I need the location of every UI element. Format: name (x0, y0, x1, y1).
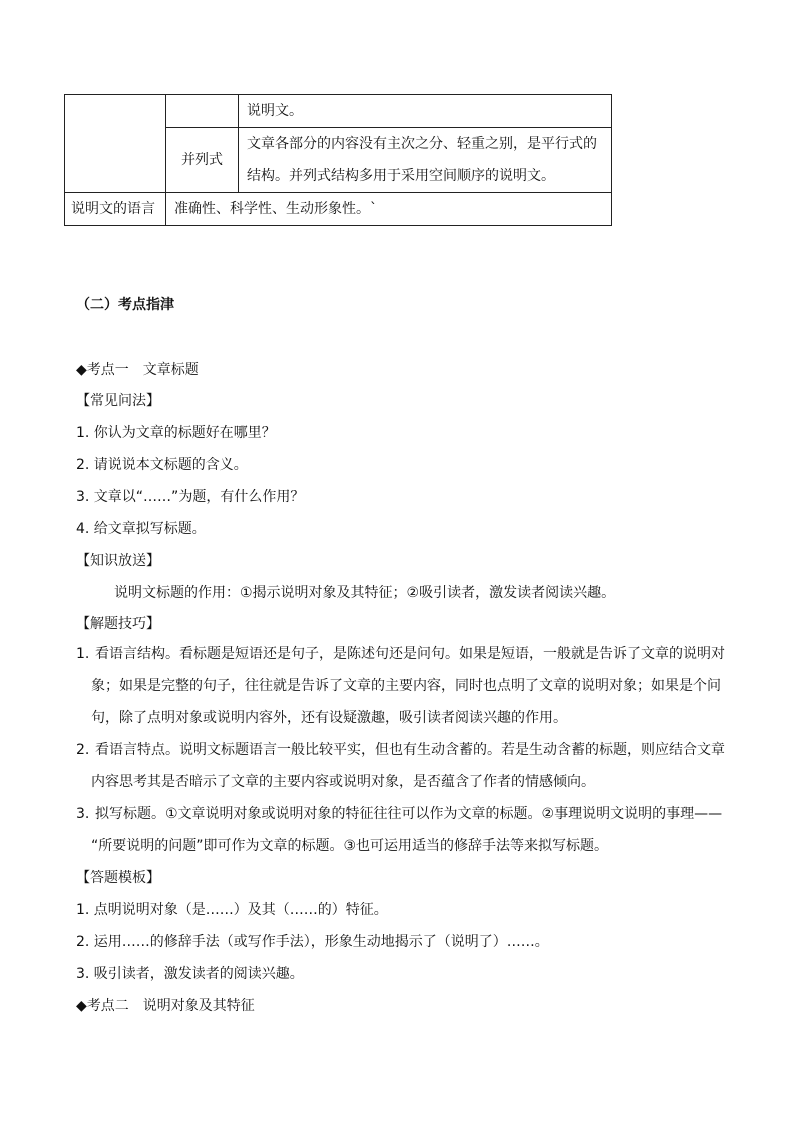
tip-line: 看语言特点。说明文标题语言一般比较平实，但也有生动含蓄的。若是生动含蓄的标题，则应结合文章 (95, 742, 725, 758)
kaodian-title: ◆考点一 文章标题 (76, 362, 199, 378)
question-item: 1. 你认为文章的标题好在哪里？ (76, 425, 276, 441)
tip-number: 2. (76, 742, 90, 758)
knowledge-header: 【知识放送】 (76, 553, 160, 569)
knowledge-text: 说明文标题的作用：①揭示说明对象及其特征；②吸引读者，激发读者阅读兴趣。 (114, 585, 616, 601)
tip-line: 拟写标题。①文章说明对象或说明对象的特征往往可以作为文章的标题。②事理说明文说明的事理—— (95, 806, 723, 822)
table-cell-structure-type: 并列式 (166, 128, 239, 193)
answer-item: 1. 点明说明对象（是……）及其（……的）特征。 (76, 902, 388, 918)
tip-line: “所要说明的问题”即可作为文章的标题。③也可运用适当的修辞手法等来拟写标题。 (91, 838, 609, 854)
table-row (65, 95, 612, 128)
tip-item (76, 734, 731, 798)
tip-number: 3. (76, 806, 90, 822)
tip-number: 1. (76, 646, 90, 662)
table-cell-text: 说明文。 (239, 95, 612, 128)
tip-item (76, 638, 731, 734)
table-cell-empty (166, 95, 239, 128)
answer-item: 3. 吸引读者，激发读者的阅读兴趣。 (76, 966, 304, 982)
cell-line: 结构。并列式结构多用于采用空间顺序的说明文。 (247, 168, 555, 184)
kaodian-title: ◆考点二 说明对象及其特征 (76, 998, 255, 1014)
tips-header: 【解题技巧】 (76, 616, 160, 632)
section-title: （二）考点指津 (76, 297, 174, 313)
answer-item: 2. 运用……的修辞手法（或写作手法），形象生动地揭示了（说明了）……。 (76, 934, 549, 950)
answer-template-header: 【答题模板】 (76, 870, 160, 886)
tip-line: 象；如果是完整的句子，往往就是告诉了文章的主要内容，同时也点明了文章的说明对象；如果是个问 (91, 678, 721, 694)
common-questions-header: 【常见问法】 (76, 393, 160, 409)
tip-item (76, 798, 731, 862)
table-cell-empty (65, 95, 166, 193)
tip-line: 内容思考其是否暗示了文章的主要内容或说明对象，是否蕴含了作者的情感倾向。 (91, 774, 595, 790)
table-cell-text (239, 128, 612, 193)
table-cell-label: 说明文的语言 (65, 193, 166, 226)
tip-line: 看语言结构。看标题是短语还是句子，是陈述句还是问句。如果是短语，一般就是告诉了文章的说明对 (95, 646, 725, 662)
question-item: 4. 给文章拟写标题。 (76, 521, 206, 537)
tip-line: 句，除了点明对象或说明内容外，还有设疑激趣，吸引读者阅读兴趣的作用。 (91, 710, 567, 726)
question-item: 2. 请说说本文标题的含义。 (76, 457, 248, 473)
cell-line: 文章各部分的内容没有主次之分、轻重之别，是平行式的 (247, 136, 597, 152)
table-cell-text: 准确性、科学性、生动形象性。` (166, 193, 612, 226)
table-row (65, 193, 612, 226)
question-item: 3. 文章以“……”为题，有什么作用？ (76, 489, 305, 505)
structure-table (64, 94, 612, 226)
